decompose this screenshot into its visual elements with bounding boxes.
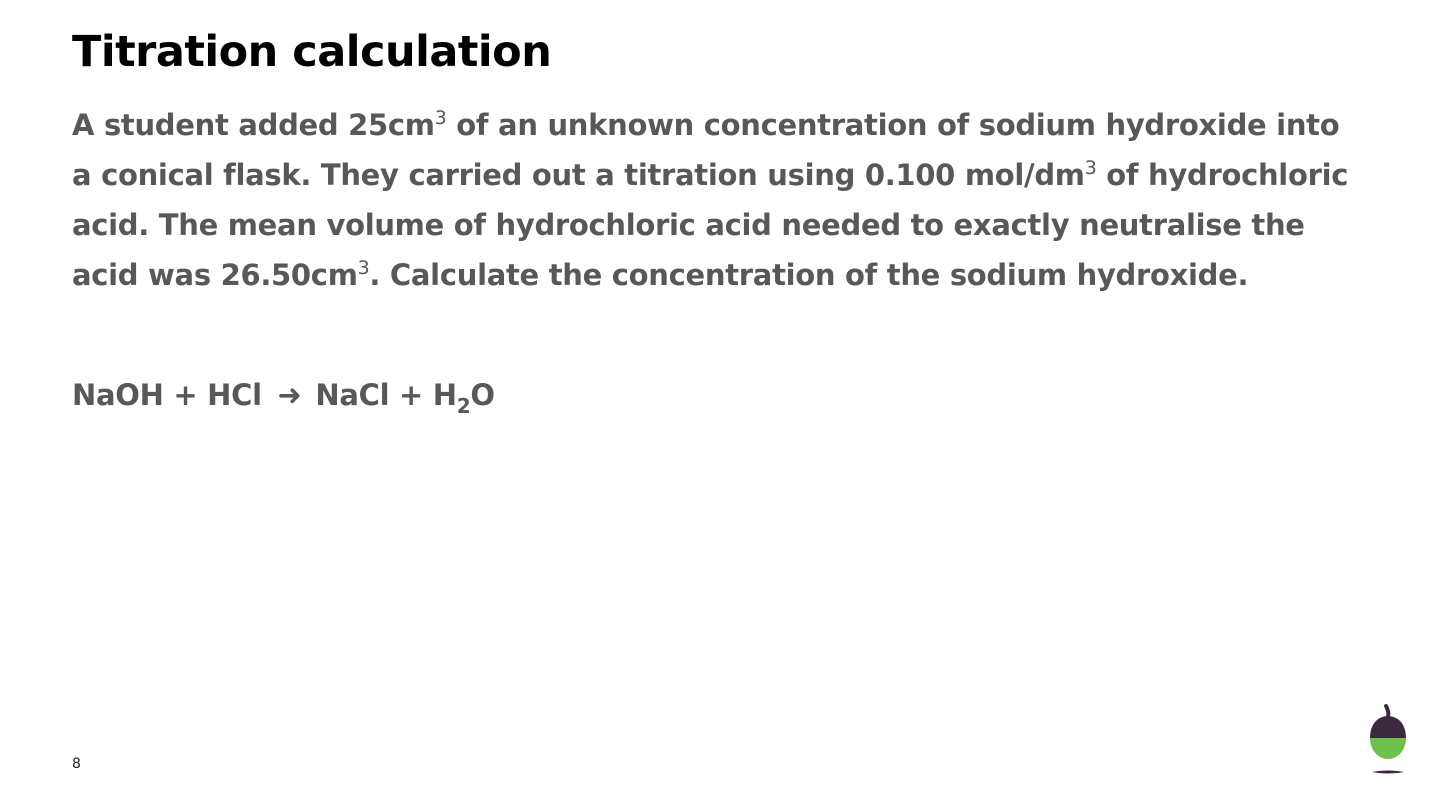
- acorn-stem: [1386, 706, 1388, 716]
- question-segment: A student added 25cm: [72, 108, 435, 142]
- chemical-equation: [72, 370, 495, 420]
- reaction-arrow-icon: ➜: [277, 378, 302, 412]
- superscript: 3: [1084, 157, 1097, 179]
- superscript: 3: [434, 107, 447, 129]
- question-segment: of an unknown concentration of sodium hydroxide into a conical flask. They carried out a titration using 0.100 mol/dm: [72, 108, 1340, 192]
- question-segment: of hydrochloric acid. The mean volume of hydrochloric acid needed to exactly neutralise the acid was 26.50cm: [72, 158, 1349, 292]
- question-text: [72, 100, 1352, 300]
- slide-title: Titration calculation: [72, 27, 552, 77]
- subscript: 2: [456, 394, 471, 418]
- page-number: 8: [72, 756, 81, 772]
- equation-products-end: O: [470, 378, 495, 412]
- superscript: 3: [357, 257, 370, 279]
- acorn-cap: [1370, 716, 1406, 738]
- acorn-icon: [1364, 704, 1412, 778]
- question-segment: . Calculate the concentration of the sodium hydroxide.: [369, 258, 1249, 292]
- acorn-body: [1370, 738, 1406, 759]
- equation-reactants: NaOH + HCl: [72, 378, 262, 412]
- equation-products: NaCl + H: [315, 378, 457, 412]
- acorn-shadow: [1372, 771, 1404, 774]
